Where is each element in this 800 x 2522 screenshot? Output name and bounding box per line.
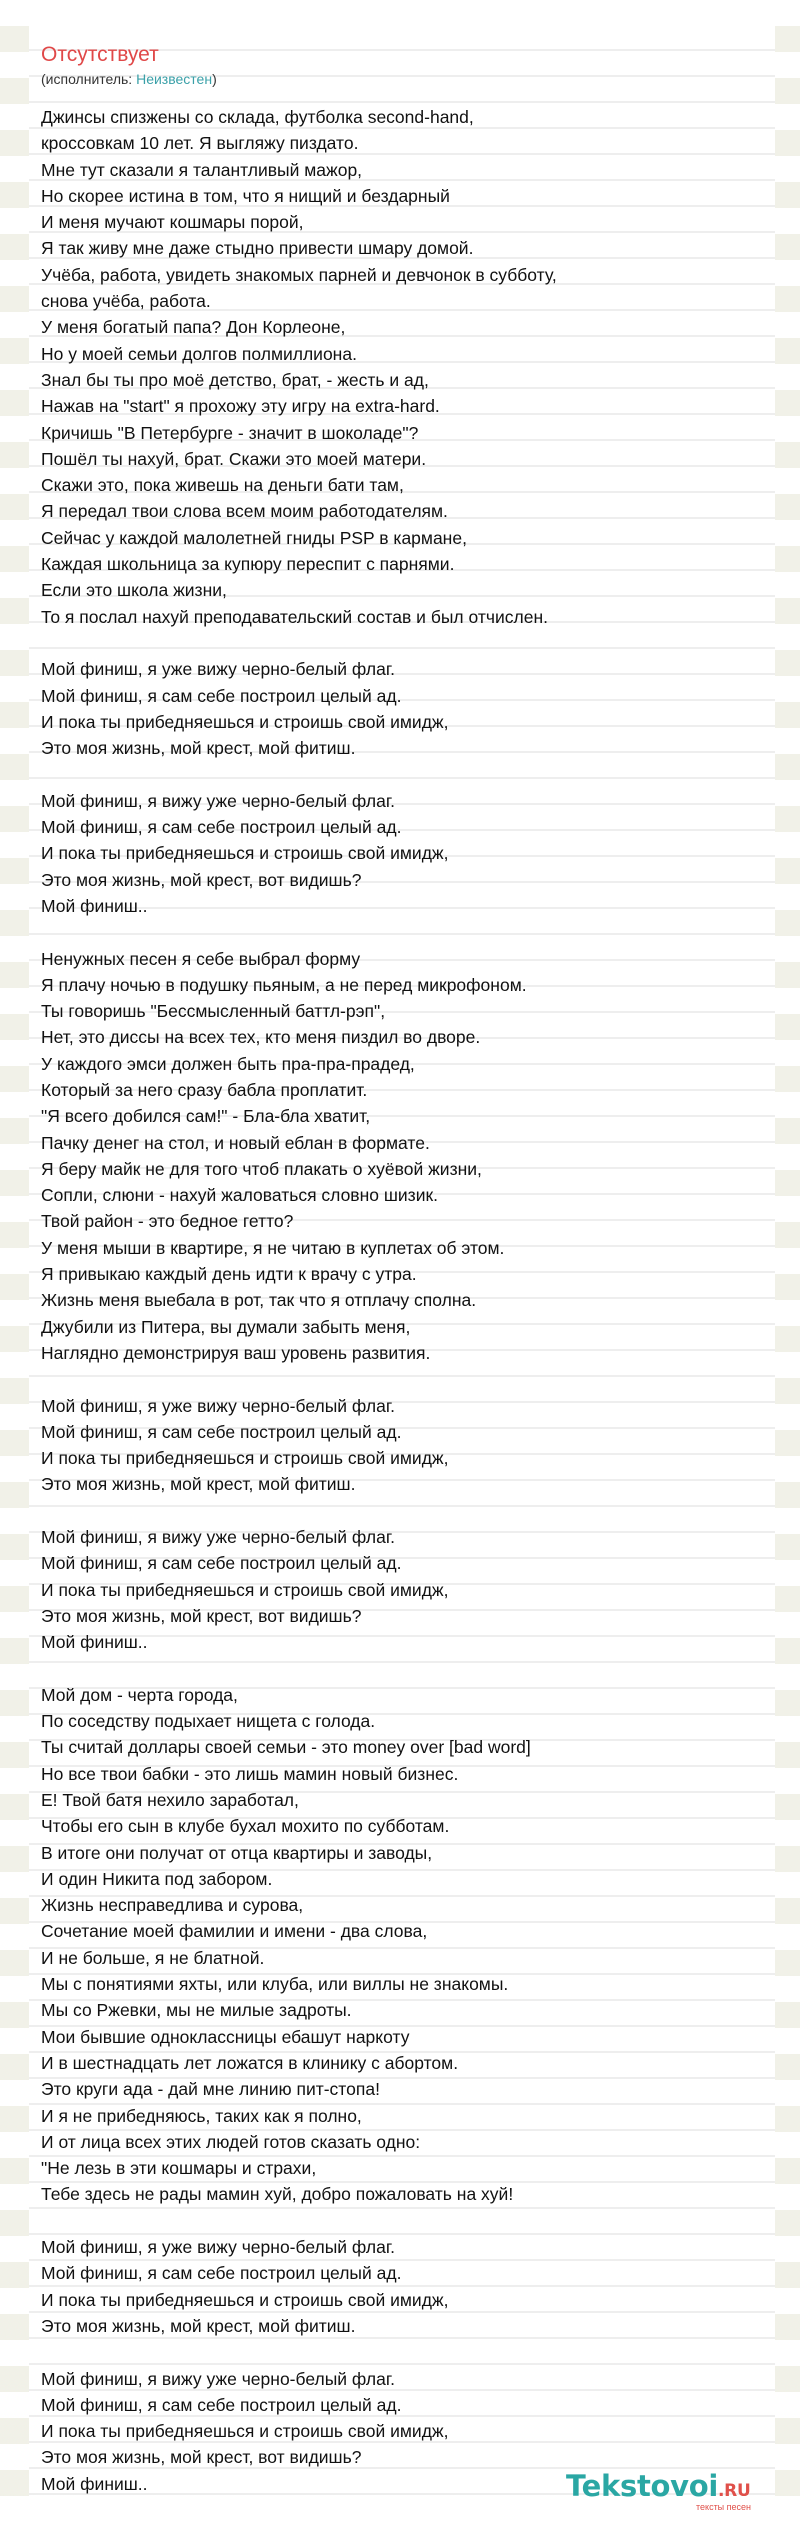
lyric-line: Я беру майк не для того чтоб плакать о хуёвой жизни, bbox=[41, 1158, 482, 1179]
lyric-line: Знал бы ты про моё детство, брат, - жесть и ад, bbox=[41, 369, 429, 390]
lyric-line: Мой финиш, я сам себе построил целый ад. bbox=[41, 1553, 402, 1574]
lyric-line: Я передал твои слова всем моим работодателям. bbox=[41, 501, 448, 522]
performer-line bbox=[41, 71, 217, 87]
lyric-line: Я так живу мне даже стыдно привести шмару домой. bbox=[41, 238, 474, 259]
lyric-line: Это моя жизнь, мой крест, мой фитиш. bbox=[41, 2315, 356, 2336]
lyric-line: Ненужных песен я себе выбрал форму bbox=[41, 948, 361, 969]
lyric-line: Каждая школьница за купюру переспит с парнями. bbox=[41, 554, 455, 575]
lyric-line: Это моя жизнь, мой крест, вот видишь? bbox=[41, 1605, 362, 1626]
lyric-line: И пока ты прибедняешься и строишь свой имидж, bbox=[41, 1579, 449, 1600]
lyric-line: Сейчас у каждой малолетней гниды PSP в кармане, bbox=[41, 527, 467, 548]
lyric-line: У меня мыши в квартире, я не читаю в куплетах об этом. bbox=[41, 1237, 505, 1258]
lyric-line: Сопли, слюни - нахуй жаловаться словно шизик. bbox=[41, 1185, 438, 1206]
lyric-line: Мой финиш, я уже вижу черно-белый флаг. bbox=[41, 1395, 395, 1416]
lyric-line: У меня богатый папа? Дон Корлеоне, bbox=[41, 317, 346, 338]
lyric-line: Мой финиш, я сам себе построил целый ад. bbox=[41, 2394, 402, 2415]
lyric-line: кроссовкам 10 лет. Я выгляжу пиздато. bbox=[41, 133, 359, 154]
lyric-line: Мы со Ржевки, мы не милые задроты. bbox=[41, 2000, 352, 2021]
lyric-line: В итоге они получат от отца квартиры и заводы, bbox=[41, 1842, 433, 1863]
lyric-line: У каждого эмси должен быть пра-пра-прадед, bbox=[41, 1053, 415, 1074]
lyric-line: Я привыкаю каждый день идти к врачу с утра. bbox=[41, 1264, 417, 1285]
lyric-line: Мой финиш, я уже вижу черно-белый флаг. bbox=[41, 659, 395, 680]
lyric-line: Нет, это диссы на всех тех, кто меня пиздил во дворе. bbox=[41, 1027, 481, 1048]
lyric-line: снова учёба, работа. bbox=[41, 291, 211, 312]
lyric-line: Учёба, работа, увидеть знакомых парней и девчонок в субботу, bbox=[41, 264, 557, 285]
lyric-line: Мой финиш, я сам себе построил целый ад. bbox=[41, 685, 402, 706]
lyric-line: Кричишь "В Петербурге - значит в шоколаде"? bbox=[41, 422, 419, 443]
lyric-line: Но все твои бабки - это лишь мамин новый бизнес. bbox=[41, 1763, 459, 1784]
lyric-line: Мои бывшие одноклассницы ебашут наркоту bbox=[41, 2026, 410, 2047]
lyric-line: Нажав на "start" я прохожу эту игру на extra-hard. bbox=[41, 396, 440, 417]
lyric-line: Если это школа жизни, bbox=[41, 580, 227, 601]
lyric-line: И меня мучают кошмары порой, bbox=[41, 212, 304, 233]
lyric-line: Который за него сразу бабла проплатит. bbox=[41, 1079, 368, 1100]
performer-prefix: (исполнитель: bbox=[41, 71, 137, 87]
lyric-blank-line bbox=[41, 761, 761, 787]
lyric-line: И в шестнадцать лет ложатся в клинику с абортом. bbox=[41, 2052, 459, 2073]
lyric-line: Это моя жизнь, мой крест, мой фитиш. bbox=[41, 1474, 356, 1495]
lyrics-text bbox=[41, 104, 761, 2497]
logo-tagline: тексты песен bbox=[696, 2502, 752, 2512]
lyric-line: Мне тут сказали я талантливый мажор, bbox=[41, 159, 363, 180]
logo-name: Tekstovoi bbox=[566, 2469, 718, 2503]
lyric-line: И пока ты прибедняешься и строишь свой имидж, bbox=[41, 711, 449, 732]
site-logo[interactable] bbox=[566, 2470, 750, 2512]
lyric-line: И не больше, я не блатной. bbox=[41, 1947, 265, 1968]
lyric-line: Это моя жизнь, мой крест, мой фитиш. bbox=[41, 738, 356, 759]
lyric-line: "Я всего добился сам!" - Бла-бла хватит, bbox=[41, 1106, 371, 1127]
lyric-line: Е! Твой батя нехило заработал, bbox=[41, 1790, 299, 1810]
lyric-line: Мой финиш, я вижу уже черно-белый флаг. bbox=[41, 1527, 395, 1548]
lyric-blank-line bbox=[41, 2208, 761, 2234]
lyric-line: Мой финиш, я уже вижу черно-белый флаг. bbox=[41, 2237, 395, 2258]
lyric-line: То я послал нахуй преподавательский состав и был отчислен. bbox=[41, 606, 548, 627]
lyric-line: Мой финиш, я сам себе построил целый ад. bbox=[41, 2263, 402, 2284]
lyric-blank-line bbox=[41, 2339, 761, 2365]
lyric-line: Мой финиш.. bbox=[41, 2473, 148, 2494]
lyric-line: Мой дом - черта города, bbox=[41, 1684, 238, 1705]
lyric-line: Мой финиш.. bbox=[41, 1632, 148, 1653]
lyric-line: Мой финиш, я вижу уже черно-белый флаг. bbox=[41, 2368, 395, 2389]
lyric-line: Жизнь меня выебала в рот, так что я отплачу сполна. bbox=[41, 1290, 477, 1311]
lyric-line: Это моя жизнь, мой крест, вот видишь? bbox=[41, 869, 362, 890]
lyric-blank-line bbox=[41, 630, 761, 656]
lyric-line: Сочетание моей фамилии и имени - два слова, bbox=[41, 1921, 428, 1942]
lyric-line: Но у моей семьи долгов полмиллиона. bbox=[41, 343, 357, 364]
lyric-line: Ты считай доллары своей семьи - это money over [bad word] bbox=[41, 1737, 531, 1758]
lyric-line: Жизнь несправедлива и сурова, bbox=[41, 1895, 304, 1916]
lyric-blank-line bbox=[41, 1366, 761, 1392]
logo-tld: .RU bbox=[718, 2481, 751, 2501]
lyric-line: Чтобы его сын в клубе бухал мохито по субботам. bbox=[41, 1816, 450, 1837]
lyric-line: Скажи это, пока живешь на деньги бати там, bbox=[41, 475, 404, 496]
lyric-line: И пока ты прибедняешься и строишь свой имидж, bbox=[41, 843, 449, 864]
lyric-line: По соседству подыхает нищета с голода. bbox=[41, 1711, 376, 1732]
lyric-line: Джинсы спизжены со склада, футболка second-hand, bbox=[41, 107, 474, 127]
lyric-line: И один Никита под забором. bbox=[41, 1868, 273, 1889]
lyric-line: Твой район - это бедное гетто? bbox=[41, 1211, 294, 1232]
lyric-line: И пока ты прибедняешься и строишь свой имидж, bbox=[41, 1448, 449, 1469]
lyric-line: Мой финиш, я сам себе построил целый ад. bbox=[41, 1421, 402, 1442]
lyric-line: Пошёл ты нахуй, брат. Скажи это моей матери. bbox=[41, 448, 427, 469]
lyric-line: И пока ты прибедняешься и строишь свой имидж, bbox=[41, 2289, 449, 2310]
lyric-line: Тебе здесь не рады мамин хуй, добро пожаловать на хуй! bbox=[41, 2184, 514, 2205]
lyric-line: И от лица всех этих людей готов сказать одно: bbox=[41, 2131, 421, 2152]
lyric-line: Это моя жизнь, мой крест, вот видишь? bbox=[41, 2447, 362, 2468]
lyric-line: Я плачу ночью в подушку пьяным, а не перед микрофоном. bbox=[41, 974, 527, 995]
lyric-line: Джубили из Питера, вы думали забыть меня, bbox=[41, 1316, 411, 1337]
lyric-line: И я не прибедняюсь, таких как я полно, bbox=[41, 2105, 362, 2126]
song-title: Отсутствует bbox=[41, 43, 159, 66]
lyric-line: И пока ты прибедняешься и строишь свой имидж, bbox=[41, 2421, 449, 2442]
lyric-blank-line bbox=[41, 1656, 761, 1682]
lyric-line: "Не лезь в эти кошмары и страхи, bbox=[41, 2158, 317, 2179]
performer-suffix: ) bbox=[212, 71, 217, 87]
lyric-line: Мой финиш, я сам себе построил целый ад. bbox=[41, 817, 402, 838]
lyric-line: Наглядно демонстрируя ваш уровень развития. bbox=[41, 1342, 431, 1363]
lyric-line: Мой финиш, я вижу уже черно-белый флаг. bbox=[41, 790, 395, 811]
lyric-blank-line bbox=[41, 919, 761, 945]
performer-link[interactable]: Неизвестен bbox=[136, 71, 213, 87]
lyric-line: Пачку денег на стол, и новый еблан в формате. bbox=[41, 1132, 430, 1153]
lyric-line: Но скорее истина в том, что я нищий и бездарный bbox=[41, 185, 450, 206]
lyric-line: Мы с понятиями яхты, или клуба, или виллы не знакомы. bbox=[41, 1974, 509, 1995]
lyric-line: Это круги ада - дай мне линию пит-стопа! bbox=[41, 2079, 380, 2100]
lyric-blank-line bbox=[41, 1498, 761, 1524]
lyric-line: Мой финиш.. bbox=[41, 895, 148, 916]
lyric-line: Ты говоришь "Бессмысленный баттл-рэп", bbox=[41, 1001, 386, 1022]
